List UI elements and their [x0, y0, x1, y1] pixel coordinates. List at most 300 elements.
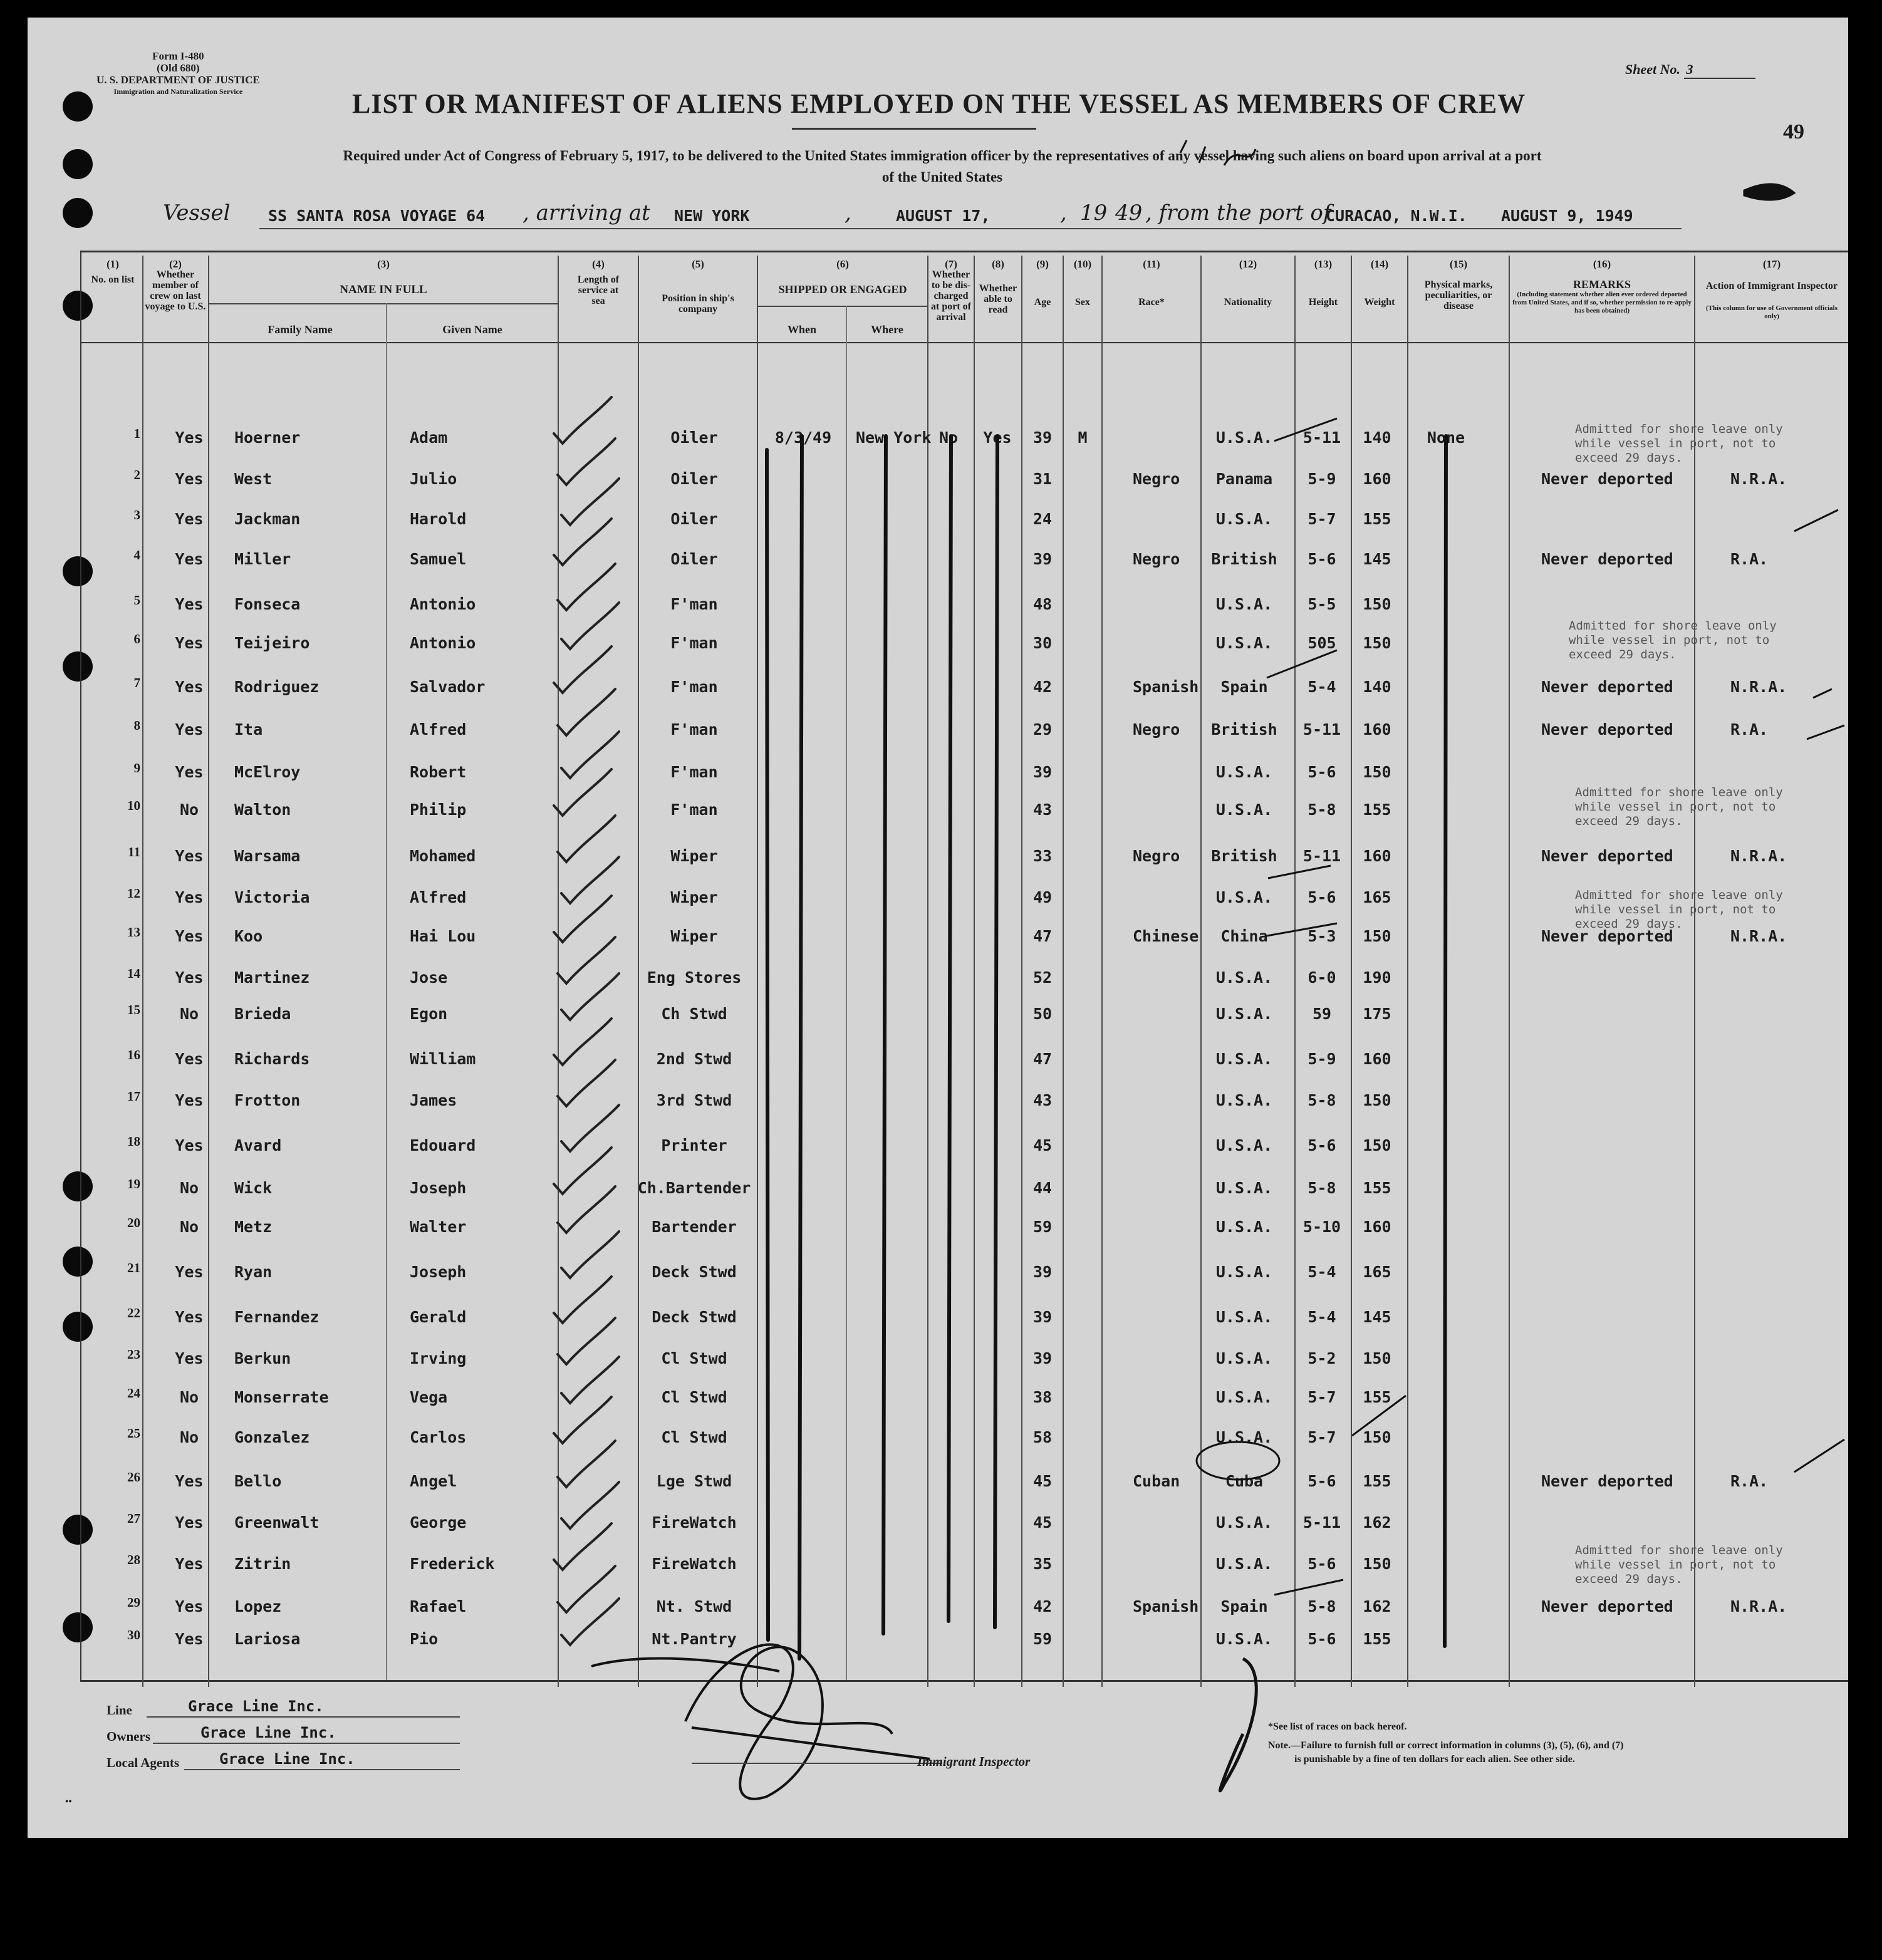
cell-last: No: [179, 1428, 199, 1446]
cell-age: 38: [1032, 1388, 1053, 1406]
cell-nationality: U.S.A.: [1215, 888, 1273, 906]
cell-race: Spanish: [1133, 678, 1199, 696]
cell-remarks: Never deported: [1541, 470, 1673, 488]
col-13-label: Height: [1308, 297, 1338, 308]
service-name: Immigration and Naturalization Service: [113, 87, 243, 96]
cell-given: Samuel: [410, 550, 467, 568]
cell-age: 48: [1032, 595, 1053, 613]
line-underline: [147, 1716, 460, 1718]
cell-no: 22: [127, 1305, 140, 1320]
cell-position: F'man: [670, 720, 718, 739]
check-mark-icon: [554, 646, 611, 693]
cell-nationality: British: [1211, 847, 1277, 865]
cell-height: 5-6: [1308, 1136, 1336, 1154]
cell-nationality: U.S.A.: [1215, 595, 1273, 613]
cell-position: Cl Stwd: [661, 1428, 727, 1446]
subtitle-line-1: Required under Act of Congress of February 5, 1917, to be delivered to the United States immigration officer by the representatives of any vessel having such aliens on board upon arrival at a port: [343, 148, 1542, 163]
cell-race: Cuban: [1133, 1472, 1180, 1490]
cell-no: 9: [133, 760, 140, 775]
cell-weight: 155: [1363, 1179, 1391, 1197]
cell-family: Lariosa: [234, 1630, 301, 1648]
cell-height: 5-11: [1302, 847, 1341, 865]
col-16-sublabel: (Including statement whether alien ever ordered deported from United States, and if so, whether permission to re-apply has been obtained): [1512, 291, 1692, 314]
cell-weight: 160: [1363, 1050, 1391, 1068]
cell-given: George: [410, 1513, 467, 1532]
cell-height: 5-6: [1308, 550, 1336, 568]
where-header: Where: [871, 323, 903, 336]
cell-height: 5-6: [1308, 1555, 1336, 1573]
cell-position: Wiper: [670, 847, 718, 865]
cell-last: No: [179, 1218, 199, 1236]
cell-age: 39: [1032, 1308, 1053, 1326]
cell-no: 20: [127, 1215, 140, 1230]
cell-given: William: [410, 1050, 476, 1068]
cell-family: Fernandez: [234, 1308, 320, 1326]
cell-action: N.R.A.: [1730, 927, 1787, 945]
check-mark-icon: [554, 1019, 611, 1065]
arriving-comma: ,: [845, 200, 851, 226]
cell-height: 5-6: [1308, 888, 1336, 906]
cell-position: Cl Stwd: [661, 1349, 727, 1367]
arrival-comma: ,: [1060, 200, 1067, 226]
cell-no: 27: [127, 1511, 140, 1526]
cell-family: Zitrin: [234, 1555, 291, 1573]
cell-age: 39: [1032, 763, 1053, 781]
cell-age: 42: [1032, 678, 1053, 696]
cell-weight: 145: [1363, 550, 1391, 568]
cell-remarks: Never deported: [1541, 927, 1673, 945]
cell-no: 23: [127, 1347, 140, 1362]
ink-smudge: [1744, 184, 1794, 200]
cell-last: Yes: [175, 1263, 204, 1281]
cell-given: Gerald: [410, 1308, 467, 1326]
check-mark-icon: [554, 1397, 611, 1443]
form-old-number: (Old 680): [157, 62, 200, 74]
shore-leave-stamp: Admitted for shore leave only while vessel in port, not to exceed 29 days.: [1575, 1543, 1783, 1586]
cell-family: Jackman: [234, 510, 301, 528]
cell-given: Antonio: [410, 595, 476, 613]
cell-height: 5-8: [1308, 1597, 1336, 1615]
cell-height: 5-10: [1302, 1218, 1341, 1236]
tick-mark: [1794, 510, 1844, 1472]
cell-height: 5-7: [1308, 510, 1336, 528]
cell-position: F'man: [670, 763, 718, 781]
cell-no: 6: [133, 631, 140, 646]
cell-given: Joseph: [410, 1179, 467, 1197]
cell-race: Negro: [1133, 550, 1180, 568]
cell-age: 49: [1032, 888, 1053, 906]
check-mark-icon: [561, 479, 619, 525]
cell-family: Rodriguez: [234, 678, 320, 696]
check-mark-icon: [558, 1318, 615, 1364]
cell-position: Printer: [661, 1136, 727, 1154]
cell-nationality: U.S.A.: [1215, 1218, 1273, 1236]
cell-position: Oiler: [670, 510, 718, 528]
page-title: LIST OR MANIFEST OF ALIENS EMPLOYED ON THE VESSEL AS MEMBERS OF CREW: [352, 88, 1526, 119]
cell-position: F'man: [670, 595, 718, 613]
cell-position: 3rd Stwd: [656, 1091, 732, 1109]
cell-nationality: U.S.A.: [1215, 1263, 1273, 1281]
cell-given: Vega: [410, 1388, 448, 1406]
cell-marks: None: [1427, 428, 1465, 447]
cell-position: Deck Stwd: [652, 1263, 737, 1281]
cell-weight: 160: [1363, 470, 1391, 488]
check-mark-icon: [558, 1566, 615, 1612]
cell-action: N.R.A.: [1730, 1597, 1787, 1615]
cell-age: 31: [1032, 470, 1053, 488]
cell-last: Yes: [175, 1091, 204, 1109]
cell-given: Frederick: [410, 1555, 495, 1573]
departure-date: AUGUST 9, 1949: [1501, 207, 1633, 225]
cell-age: 39: [1032, 428, 1053, 447]
cell-nationality: U.S.A.: [1215, 1388, 1273, 1406]
cell-height: 5-6: [1308, 763, 1336, 781]
check-mark-icon: [558, 816, 615, 862]
cell-given: Rafael: [410, 1597, 467, 1615]
cell-given: Angel: [410, 1472, 457, 1490]
cell-last: Yes: [175, 678, 204, 696]
cell-family: Greenwalt: [234, 1513, 320, 1532]
nationality-circle: [1197, 1442, 1279, 1480]
cell-position: Bartender: [652, 1218, 737, 1236]
col-7-label: Whether to be dis-charged at port of arrival: [931, 269, 971, 323]
cell-last: Yes: [175, 927, 204, 945]
check-mark-icon: [554, 769, 611, 816]
cell-given: Walter: [410, 1218, 467, 1236]
cell-age: 39: [1032, 1263, 1053, 1281]
cell-family: Koo: [234, 927, 263, 945]
col-14-number: (14): [1370, 258, 1389, 270]
check-mark-icon: [558, 1186, 615, 1233]
cell-no: 4: [133, 547, 140, 563]
cell-no: 5: [133, 593, 140, 608]
cell-last: Yes: [175, 1555, 204, 1573]
cell-last: Yes: [175, 634, 204, 652]
year-suffix: 49: [1115, 200, 1143, 226]
cell-last: Yes: [175, 1050, 204, 1068]
cell-height: 5-11: [1302, 720, 1341, 739]
cell-race: Chinese: [1133, 927, 1199, 945]
cell-race: Negro: [1133, 720, 1180, 739]
family-name-header: Family Name: [268, 323, 333, 336]
cell-no: 7: [133, 675, 140, 690]
check-mark-icon: [554, 1523, 611, 1570]
cell-no: 28: [127, 1552, 140, 1567]
cell-action: R.A.: [1730, 1472, 1769, 1490]
cell-position: Eng Stores: [647, 968, 742, 987]
cell-given: Julio: [410, 470, 457, 488]
cell-position: Nt.Pantry: [652, 1630, 737, 1648]
owners-label: Owners: [107, 1729, 150, 1744]
cell-given: Joseph: [410, 1263, 467, 1281]
agents-value: Grace Line Inc.: [219, 1750, 355, 1768]
cell-weight: 150: [1363, 1349, 1391, 1367]
cell-height: 5-7: [1308, 1388, 1336, 1406]
col-3-number: (3): [377, 258, 390, 270]
cell-no: 19: [127, 1176, 140, 1191]
cell-nationality: U.S.A.: [1215, 763, 1273, 781]
cell-no: 11: [128, 844, 140, 859]
check-mark-icon: [558, 937, 615, 983]
cell-nationality: U.S.A.: [1215, 1513, 1273, 1532]
cell-position: Wiper: [670, 888, 718, 906]
cell-age: 30: [1032, 634, 1053, 652]
cell-last: No: [179, 1388, 199, 1406]
cell-position: Oiler: [670, 428, 718, 447]
col-2-label: Whether member of crew on last voyage to U.S.: [145, 269, 206, 312]
cell-weight: 150: [1363, 634, 1391, 652]
col-1-label: No. on list: [91, 274, 135, 285]
line-value: Grace Line Inc.: [188, 1698, 324, 1715]
cell-last: Yes: [175, 510, 204, 528]
cell-height: 5-11: [1302, 428, 1341, 447]
cell-given: James: [410, 1091, 457, 1109]
cell-weight: 140: [1363, 428, 1391, 447]
cell-when: 8/3/49: [774, 428, 832, 447]
check-mark-icon: [561, 1231, 619, 1278]
col-6-label: SHIPPED OR ENGAGED: [778, 283, 907, 296]
cell-no: 15: [127, 1002, 140, 1017]
cell-age: 43: [1032, 801, 1053, 819]
cell-last: Yes: [175, 550, 204, 568]
cell-given: Irving: [410, 1349, 467, 1367]
check-mark-icon: [554, 896, 611, 942]
shore-leave-stamp: Admitted for shore leave only while vessel in port, not to exceed 29 days.: [1575, 786, 1783, 828]
cell-last: Yes: [175, 428, 204, 447]
cell-last: No: [179, 801, 199, 819]
col-14-label: Weight: [1364, 297, 1395, 308]
cell-last: Yes: [175, 847, 204, 865]
cell-position: Cl Stwd: [661, 1388, 727, 1406]
cell-nationality: U.S.A.: [1215, 428, 1273, 447]
cell-weight: 145: [1363, 1308, 1391, 1326]
cell-height: 5-7: [1308, 1428, 1336, 1446]
ditto-line-discharged: [949, 436, 951, 1621]
cell-family: West: [234, 470, 273, 488]
cell-age: 39: [1032, 1349, 1053, 1367]
cell-no: 1: [133, 426, 140, 441]
cell-family: Miller: [234, 550, 291, 568]
cell-age: 59: [1032, 1630, 1053, 1648]
cell-last: Yes: [175, 720, 204, 739]
cell-family: Ryan: [234, 1263, 273, 1281]
cell-nationality: U.S.A.: [1215, 1005, 1273, 1023]
cell-age: 44: [1032, 1179, 1053, 1197]
check-mark-icon: [558, 438, 615, 485]
check-mark-icon: [561, 1482, 619, 1528]
ditto-line-marks: [1445, 436, 1446, 1646]
cell-no: 12: [127, 886, 140, 901]
cell-age: 39: [1032, 550, 1053, 568]
col-12-number: (12): [1239, 258, 1257, 270]
cell-position: Deck Stwd: [652, 1308, 737, 1326]
cell-given: Antonio: [410, 634, 476, 652]
cell-nationality: U.S.A.: [1215, 968, 1273, 987]
cell-position: F'man: [670, 678, 718, 696]
cell-read: Yes: [983, 428, 1012, 447]
cell-last: Yes: [175, 1597, 204, 1615]
sheet-number: 3: [1684, 61, 1755, 79]
col-17-sublabel: (This column for use of Government officials only): [1705, 304, 1838, 320]
col-11-label: Race*: [1138, 297, 1165, 308]
line-label: Line: [107, 1703, 132, 1718]
cell-given: Alfred: [410, 888, 467, 906]
cell-no: 18: [127, 1134, 140, 1149]
arriving-value: NEW YORK: [674, 207, 750, 225]
cell-age: 33: [1032, 847, 1053, 865]
check-mark-icon: [554, 1277, 611, 1323]
cell-action: R.A.: [1730, 720, 1769, 739]
cell-given: Pio: [410, 1630, 439, 1648]
cell-nationality: China: [1220, 927, 1268, 945]
cell-position: FireWatch: [652, 1555, 737, 1573]
cell-age: 47: [1032, 1050, 1053, 1068]
cell-last: Yes: [175, 1472, 204, 1490]
cell-weight: 160: [1363, 720, 1391, 739]
cell-given: Adam: [410, 428, 448, 447]
cell-nationality: Panama: [1215, 470, 1273, 488]
cell-height: 6-0: [1308, 968, 1336, 987]
cell-where: New York: [856, 428, 932, 447]
cell-last: Yes: [175, 1630, 204, 1648]
cell-height: 5-8: [1308, 1179, 1336, 1197]
cell-height: 5-9: [1308, 470, 1336, 488]
cell-family: McElroy: [234, 763, 301, 781]
cell-position: Nt. Stwd: [656, 1597, 732, 1615]
cell-given: Edouard: [410, 1136, 476, 1154]
cell-height: 5-4: [1308, 1308, 1336, 1326]
cell-action: N.R.A.: [1730, 470, 1787, 488]
arrival-date: AUGUST 17,: [896, 207, 990, 225]
cell-weight: 165: [1363, 888, 1391, 906]
given-name-header: Given Name: [442, 323, 502, 336]
from-port-value: CURACAO, N.W.I.: [1326, 207, 1467, 225]
cell-weight: 175: [1363, 1005, 1391, 1023]
cell-remarks: Never deported: [1541, 720, 1673, 739]
cell-last: Yes: [175, 1136, 204, 1154]
cell-family: Lopez: [234, 1597, 282, 1615]
subtitle-line-2: of the United States: [881, 169, 1003, 185]
cell-no: 13: [127, 925, 140, 940]
header-scribble: [1180, 140, 1256, 165]
inspector-label: Immigrant Inspector: [917, 1754, 1031, 1769]
cell-family: Frotton: [234, 1091, 301, 1109]
cell-height: 59: [1312, 1005, 1332, 1023]
col-17-label: Action of Immigrant Inspector: [1705, 281, 1838, 291]
col-8-label: Whether able to read: [979, 283, 1017, 315]
col-9-number: (9): [1036, 258, 1049, 270]
cell-no: 24: [127, 1386, 140, 1401]
cell-last: Yes: [175, 1308, 204, 1326]
cell-last: Yes: [175, 1513, 204, 1532]
ditto-line-where: [883, 436, 886, 1634]
col-6-number: (6): [836, 258, 849, 270]
cell-weight: 150: [1363, 1555, 1391, 1573]
cell-weight: 150: [1363, 763, 1391, 781]
cell-weight: 150: [1363, 1136, 1391, 1154]
cell-weight: 160: [1363, 847, 1391, 865]
cell-nationality: British: [1211, 550, 1277, 568]
cell-last: No: [179, 1179, 199, 1197]
cell-family: Fonseca: [234, 595, 301, 613]
cell-given: Mohamed: [410, 847, 476, 865]
cell-no: 3: [133, 507, 140, 522]
cell-age: 50: [1032, 1005, 1053, 1023]
cell-height: 5-4: [1308, 1263, 1336, 1281]
cell-remarks: Never deported: [1541, 1472, 1673, 1490]
col-15-label: Physical marks, peculiarities, or disease: [1424, 279, 1493, 311]
cell-nationality: U.S.A.: [1215, 1555, 1273, 1573]
ditto-line-long: [767, 450, 768, 1640]
cell-nationality: British: [1211, 720, 1277, 739]
page-number: 49: [1783, 120, 1804, 143]
height-strikes: [1267, 418, 1343, 1595]
cell-family: Ita: [234, 720, 263, 739]
cell-family: Richards: [234, 1050, 310, 1068]
cell-age: 43: [1032, 1091, 1053, 1109]
cell-age: 24: [1032, 510, 1053, 528]
cell-last: Yes: [175, 1349, 204, 1367]
cell-nationality: Spain: [1220, 678, 1268, 696]
cell-weight: 162: [1363, 1513, 1391, 1532]
col-13-number: (13): [1314, 258, 1333, 270]
col-4-number: (4): [592, 258, 605, 270]
vessel-value: SS SANTA ROSA VOYAGE 64: [268, 207, 486, 225]
cell-remarks: Never deported: [1541, 847, 1673, 865]
sheet-label: Sheet No.: [1625, 61, 1680, 77]
cell-position: Oiler: [670, 470, 718, 488]
check-mark-icon: [558, 564, 615, 610]
cell-nationality: Cuba: [1225, 1472, 1264, 1490]
cell-weight: 150: [1363, 927, 1391, 945]
cell-last: Yes: [175, 968, 204, 987]
cell-action: R.A.: [1730, 550, 1769, 568]
cell-weight: 140: [1363, 678, 1391, 696]
cell-weight: 155: [1363, 1630, 1391, 1648]
vessel-label: Vessel: [163, 200, 231, 226]
cell-no: 29: [127, 1595, 140, 1610]
cell-height: 5-4: [1308, 678, 1336, 696]
cell-given: Harold: [410, 510, 467, 528]
ditto-line-read: [995, 436, 997, 1627]
cell-family: Wick: [234, 1179, 273, 1197]
cell-family: Avard: [234, 1136, 282, 1154]
cell-weight: 162: [1363, 1597, 1391, 1615]
cell-no: 17: [127, 1089, 140, 1104]
cell-no: 21: [127, 1260, 140, 1275]
cell-no: 14: [127, 966, 140, 981]
cell-age: 42: [1032, 1597, 1053, 1615]
cell-position: Wiper: [670, 927, 718, 945]
cell-nationality: U.S.A.: [1215, 801, 1273, 819]
cell-weight: 150: [1363, 1091, 1391, 1109]
cell-age: 45: [1032, 1513, 1053, 1532]
cell-family: Brieda: [234, 1005, 291, 1023]
cell-no: 2: [133, 467, 140, 482]
col-5-label: Position in ship's company: [662, 293, 734, 314]
cell-weight: 165: [1363, 1263, 1391, 1281]
cell-family: Metz: [234, 1218, 273, 1236]
cell-given: Salvador: [410, 678, 486, 696]
cell-age: 29: [1032, 720, 1053, 739]
col-15-number: (15): [1449, 258, 1468, 270]
cell-last: Yes: [175, 470, 204, 488]
cell-race: Spanish: [1133, 1597, 1199, 1615]
cell-weight: 160: [1363, 1218, 1391, 1236]
col-7-number: (7): [945, 258, 957, 270]
cell-height: 5-2: [1308, 1349, 1336, 1367]
cell-age: 58: [1032, 1428, 1053, 1446]
